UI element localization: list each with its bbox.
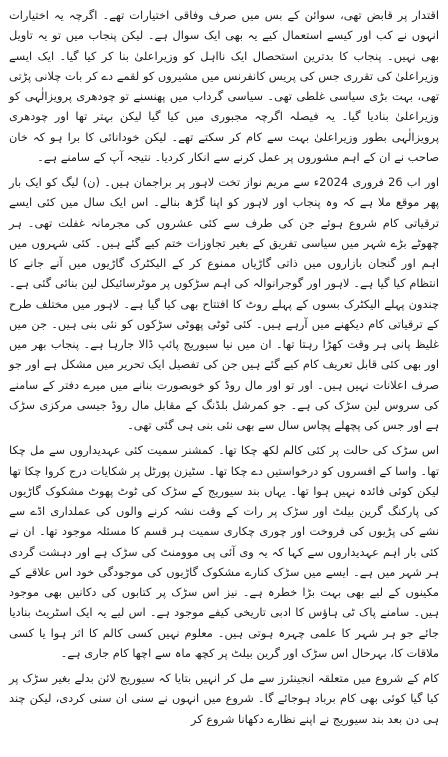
article-paragraph-3: اس سڑک کی حالت پر کئی کالم لکھ چکا تھا۔ کمشنر سمیت کئی عہدیداروں سے مل چکا تھا۔ واسا کے افسروں کو درخواستیں دے چکا تھا۔ سٹیزن پورٹل پر شکایات درج کروا چکا تھا لیکن کوئی فائدہ نہیں ہوا تھا۔ یہاں بند سیوریج کے سڑک کی ٹوٹ پھوٹ مشکوک گاڑیوں کی پارکنگ گرین بیلٹ اور سڑک پر رات کے وقت نشہ کرنے والوں کی عملداری اڈے سے نشے کی پڑیوں کی فروخت اور چوری چکاری سمیت ہر قسم کا مسئلہ موجود تھا۔ ان نے کئی بار اہم عہدیداروں سے کہا کہ یہ وی آئی پی موومنٹ کی سڑک ہے اور دہشت گردی ہر شہر میں ہے۔ ایسے میں سڑک کنارے مشکوک گاڑیوں کی موجودگی خود اس علاقے کے مکینوں کے لیے بھی بہت بڑا خطرہ ہے۔ نیز اس سڑک پر کتابوں کی دکانیں بھی موجود ہیں۔ سامنے پاک ٹی ہاؤس کا ادبی تاریخی کیفے موجود ہے۔ اس لیے یہ ایک اسٹریٹ بنادیا جائے جو ہر شہر کا علمی چہرہ ہوتی ہیں۔ معلوم نہیں کسی کالم کا اثر ہوا یا کسی ملاقات کا، بہرحال اس سڑک اور گرین بیلٹ پر کچھ ماہ سے اچھا کام جاری ہے۔	[9, 443, 439, 660]
article-paragraph-2: اور اب 26 فروری 2024ء سے مریم نواز تخت لاہور پر براجمان ہیں۔ (ن) لیگ کو ایک بار پھر موقع ملا ہے کہ وہ پنجاب اور لاہور کو اپنا گڑھ بنالے۔ اس ایک سال میں کئی ایسے ترقیاتی کام شروع ہوئے جن کی طرف سے کئی عشروں کی مجرمانہ غفلت تھی۔ ہر چھوٹے بڑے شہر میں سیاسی تفریق کے بغیر تجاوزات ختم کیے گئے ہیں۔ کئی شہروں میں اہم اور گنجان بازاروں میں ذاتی گاڑیاں ممنوع کر کے الیکٹرک گاڑیوں میں آنے جانے کا انتظام کیا گیا ہے۔ لاہور اور گوجرانوالہ کی اہم سڑکوں پر موٹرسائیکل لین بنائی گئی ہے۔ چندون پہلے الیکٹرک بسوں کے پہلے روٹ کا افتتاح بھی کیا گیا ہے۔ لاہور میں مختلف طرح کے ترقیاتی کام دیکھنے میں آرہے ہیں۔ کئی ٹوٹی پھوٹی سڑکوں کو نئی بنی ہیں۔ جن میں غلیظ پانی ہر وقت کھڑا رہتا تھا۔ ان میں نیا سیوریج پائپ ڈالا جارہا ہے۔ پنجاب بھر میں اور بھی کئی قابل تعریف کام کیے گئے ہیں جن کی تفصیل ایک تحریر میں مشکل ہے اور جو صرف اعلانات نہیں ہیں۔ اور تو اور مال روڈ کو خوبصورت بنانے میں میرے دفتر کے سامنے کی سروس لین سڑک کی ہے۔ جو کمرشل بلڈنگ کے مقابل مال روڈ جیسی مرکزی سڑک ہے اور جس کی پچھلے پچاس سال سے بھی نئی بنی ہی گئی تھی۔	[9, 175, 440, 432]
article-paragraph-4: کام کے شروع میں متعلقہ انجینئرز سے مل کر انہیں بتایا کہ سیوریج لائن بدلے بغیر سڑک پر کیا گیا کوئی بھی کام برباد ہوجائے گا۔ شروع میں انہوں نے سنی ان سنی کردی، لیکن چند ہی دن بعد بند سیوریج نے اپنے نظارے دکھانا شروع کر	[9, 671, 439, 726]
article-paragraph-1: اقتدار پر قابض تھی، سوائن کے بس میں صرف وفاقی اختیارات تھے۔ اگرچہ یہ اختیارات انہوں نے کب اور کیسے استعمال کیے یہ بھی ایک سوال ہے۔ لیکن پنجاب میں تو یہ تاویل بھی نہیں۔ پنجاب کا بدترین استحصال ایک نااہل کو وزیراعلیٰ بنا کر کیا گیا۔ ایک ایسے وزیراعلیٰ کی تقرری جس کی پریس کانفرنس میں مشیروں کو لقمے دے کر بات چلانی پڑتی تھی، بہت بڑی سیاسی غلطی تھی۔ سیاسی گرداب میں پھنسنے تو چودھری پرویزالٰہی کو وزیراعلیٰ بنادیا گیا۔ یہ فیصلہ اگرچہ مجبوری میں کیا گیا لیکن بہتر تھا اور چودھری پرویزالٰہی بطور وزیراعلیٰ بہت سے کام کر سکتے تھے۔ لیکن خودانائی کا برا ہو کہ خان صاحب نے ان کے اہم مشوروں پر عمل کرنے سے انکار کردیا۔ نتیجہ آپ کے سامنے ہے۔	[9, 8, 439, 164]
